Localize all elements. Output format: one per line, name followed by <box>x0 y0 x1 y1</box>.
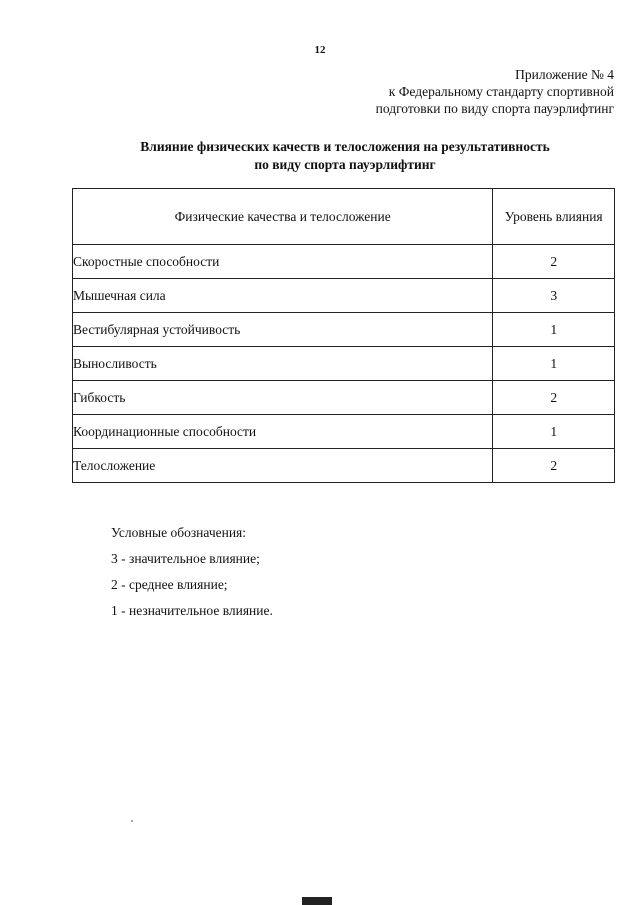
quality-cell: Вестибулярная устойчивость <box>73 313 493 347</box>
quality-cell: Гибкость <box>73 381 493 415</box>
table-row <box>73 279 615 313</box>
legend-item: 1 - незначительное влияние. <box>111 603 273 618</box>
appendix-header <box>376 66 614 117</box>
quality-cell: Мышечная сила <box>73 279 493 313</box>
document-title-line-1: Влияние физических качеств и телосложения на результативность <box>140 139 550 154</box>
level-cell: 2 <box>493 381 615 415</box>
table-row <box>73 415 615 449</box>
legend-item: 3 - значительное влияние; <box>111 551 260 566</box>
scan-speck <box>131 820 133 822</box>
quality-cell: Телосложение <box>73 449 493 483</box>
table-row <box>73 313 615 347</box>
document-title <box>0 138 640 174</box>
level-cell: 1 <box>493 415 615 449</box>
appendix-line-2: к Федеральному стандарту спортивной <box>388 84 614 99</box>
table-row <box>73 381 615 415</box>
table-row <box>73 449 615 483</box>
level-cell: 2 <box>493 449 615 483</box>
appendix-line-3: подготовки по виду спорта пауэрлифтинг <box>375 101 614 116</box>
table-row <box>73 245 615 279</box>
quality-cell: Выносливость <box>73 347 493 381</box>
level-cell: 1 <box>493 313 615 347</box>
level-cell: 3 <box>493 279 615 313</box>
scan-edge-mark <box>302 897 332 905</box>
header-level: Уровень влияния <box>493 189 615 245</box>
quality-cell: Скоростные способности <box>73 245 493 279</box>
page-number: 12 <box>314 44 326 56</box>
level-cell: 2 <box>493 245 615 279</box>
table-header-row <box>73 189 615 245</box>
legend <box>111 520 273 624</box>
legend-heading: Условные обозначения: <box>111 525 247 540</box>
document-title-line-2: по виду спорта пауэрлифтинг <box>254 157 436 172</box>
header-quality: Физические качества и телосложение <box>73 189 493 245</box>
influence-table <box>72 188 615 483</box>
appendix-line-1: Приложение № 4 <box>515 67 614 82</box>
level-cell: 1 <box>493 347 615 381</box>
legend-item: 2 - среднее влияние; <box>111 577 228 592</box>
quality-cell: Координационные способности <box>73 415 493 449</box>
table-row <box>73 347 615 381</box>
